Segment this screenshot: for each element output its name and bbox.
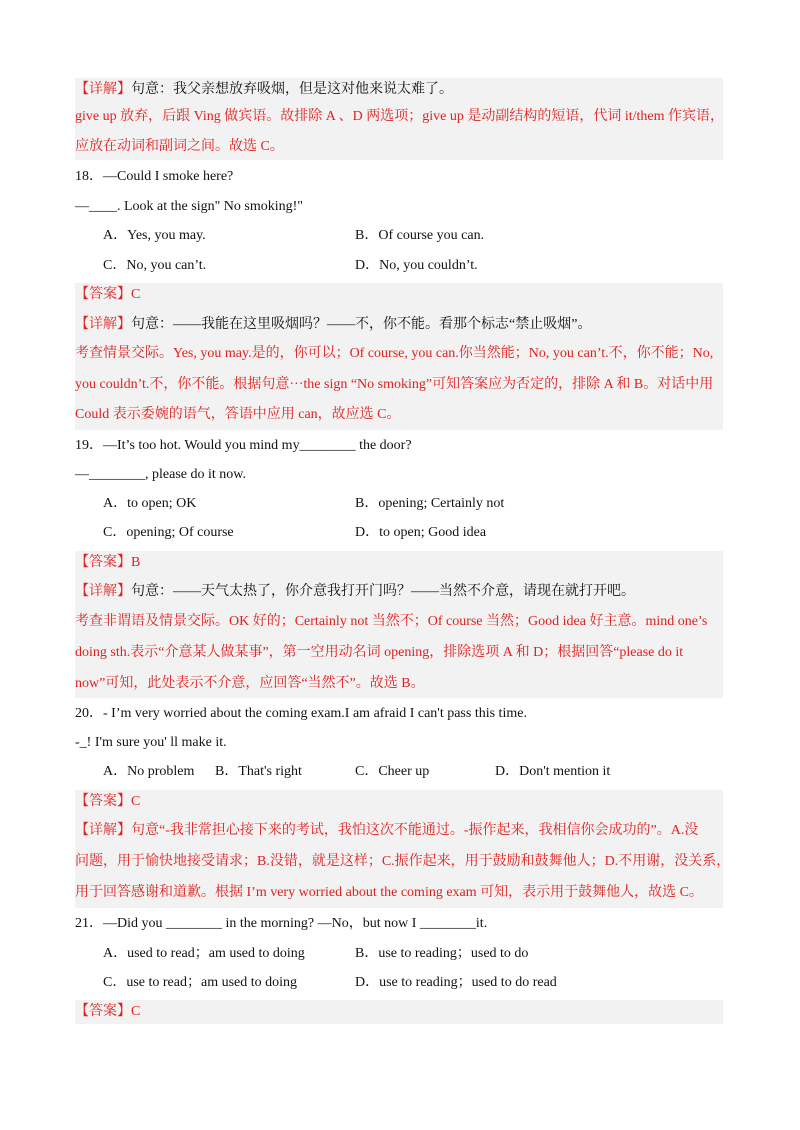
question-stem: 19．—It’s too hot. Would you mind my________ the door? (75, 438, 412, 453)
option-c: C．use to read；am used to doing (103, 975, 298, 990)
question-number: 20． (75, 706, 103, 721)
answer-line (75, 553, 725, 573)
explanation-line: 用于回答感谢和道歉。根据 I’m very worried about the coming exam 可知，表示用于鼓舞他人，故选 C。 (75, 885, 703, 900)
answer-value: C (131, 794, 141, 809)
detail-text: 句意：——我能在这里吸烟吗？——不，你不能。看那个标志“禁止吸烟”。 (131, 317, 592, 332)
option-c: C．opening; Of course (103, 525, 234, 540)
option-b: B．opening; Certainly not (355, 496, 505, 511)
option-c: C．No, you can’t. (103, 258, 207, 273)
explanation-line: Could 表示委婉的语气，答语中应用 can，故应选 C。 (75, 407, 401, 422)
explanation-line: 考查情景交际。Yes, you may.是的，你可以；Of course, you can.你当然能；No, you can’t.不，你不能；No, (75, 346, 714, 361)
option-a: A．used to read；am used to doing (103, 946, 305, 961)
option-d: D．Don't mention it (495, 764, 611, 779)
question-number: 18． (75, 169, 103, 184)
option-d: D．to open; Good idea (355, 525, 487, 540)
answer-value: C (131, 1004, 141, 1019)
detail-tag: 【详解】 (75, 584, 131, 599)
question-reply: -_! I'm sure you' ll make it. (75, 735, 227, 750)
option-a: A．to open; OK (103, 496, 197, 511)
detail-tag: 【详解】 (75, 82, 131, 97)
explanation-line: give up 放弃，后跟 Ving 做宾语。故排除 A 、D 两选项；give up 是动副结构的短语，代词 it/them 作宾语， (75, 109, 724, 124)
option-a: A．Yes, you may. (103, 228, 206, 243)
detail-line (75, 315, 725, 335)
option-b: B．use to reading；used to do (355, 946, 529, 961)
explanation-line: you couldn’t.不，你不能。根据句意···the sign “No smoking”可知答案应为否定的，排除 A 和 B。对话中用 (75, 377, 714, 392)
detail-text: 句意：我父亲想放弃吸烟，但是这对他来说太难了。 (131, 82, 453, 97)
answer-line (75, 792, 725, 812)
answer-line (75, 1002, 725, 1022)
detail-line (75, 80, 725, 100)
answer-tag: 【答案】 (75, 794, 131, 809)
explanation-line: doing sth.表示“介意某人做某事”，第一空用动名词 opening，排除选项 A 和 D；根据回答“please do it (75, 645, 684, 660)
answer-line (75, 285, 725, 305)
detail-line (75, 821, 725, 841)
explanation-line: 考查非谓语及情景交际。OK 好的；Certainly not 当然不；Of course 当然；Good idea 好主意。mind one’s (75, 614, 708, 629)
explanation-line: now”可知，此处表示不介意，应回答“当然不”。故选 B。 (75, 676, 425, 691)
question-stem: 21．—Did you ________ in the morning? —No，but now I ________it. (75, 916, 488, 931)
answer-tag: 【答案】 (75, 555, 131, 570)
option-d: D．use to reading；used to do read (355, 975, 557, 990)
detail-line (75, 582, 725, 602)
question-stem: 20．- I’m very worried about the coming exam.I am afraid I can't pass this time. (75, 706, 527, 721)
detail-tag: 【详解】 (75, 823, 131, 838)
question-number: 19． (75, 438, 103, 453)
answer-value: C (131, 287, 141, 302)
explanation-line: 问题，用于愉快地接受请求；B.没错，就是这样；C.振作起来，用于鼓励和鼓舞他人；D.不用谢，没关系， (75, 854, 731, 869)
answer-tag: 【答案】 (75, 1004, 131, 1019)
option-d: D．No, you couldn’t. (355, 258, 478, 273)
question-reply: —____. Look at the sign" No smoking!" (75, 199, 304, 214)
option-b: B．That's right (215, 764, 302, 779)
answer-value: B (131, 555, 141, 570)
detail-text: 句意“-我非常担心接下来的考试，我怕这次不能通过。-振作起来，我相信你会成功的”。A.没 (131, 823, 699, 838)
detail-text: 句意：——天气太热了，你介意我打开门吗？——当然不介意，请现在就打开吧。 (131, 584, 635, 599)
option-c: C．Cheer up (355, 764, 430, 779)
question-stem: 18．—Could I smoke here? (75, 169, 234, 184)
option-a: A．No problem (103, 764, 195, 779)
option-b: B．Of course you can. (355, 228, 485, 243)
question-number: 21． (75, 916, 103, 931)
explanation-line: 应放在动词和副词之间。故选 C。 (75, 139, 284, 154)
question-reply: —________, please do it now. (75, 467, 246, 482)
detail-tag: 【详解】 (75, 317, 131, 332)
answer-tag: 【答案】 (75, 287, 131, 302)
